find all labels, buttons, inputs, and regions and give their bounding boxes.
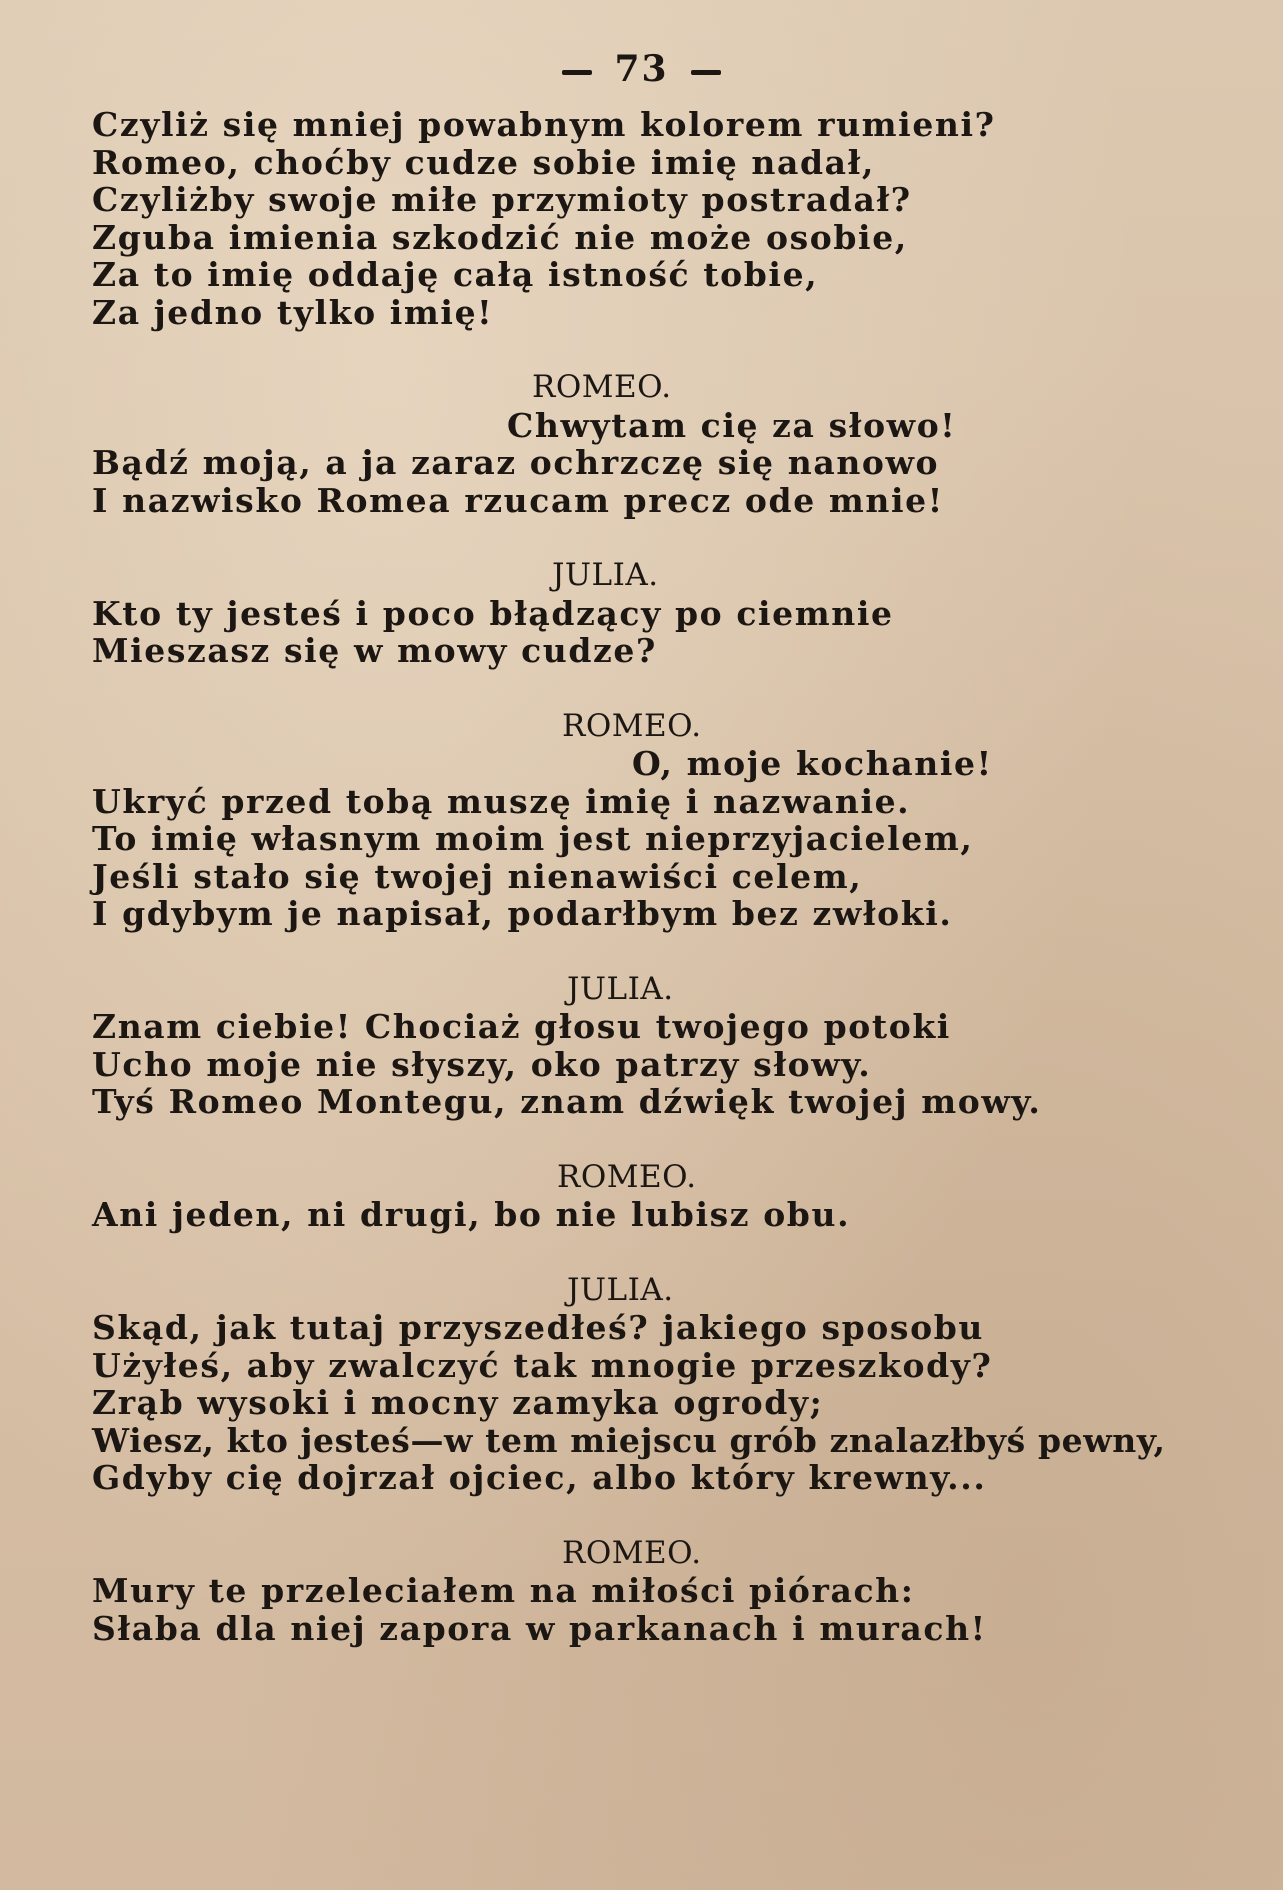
verse-line: Bądź moją, a ja zaraz ochrzczę się nanowo (92, 443, 940, 482)
verse-line: Gdyby cię dojrzał ojciec, albo który krewny... (92, 1458, 987, 1497)
page-number-header (0, 48, 1283, 90)
verse-line: Skąd, jak tutaj przyszedłeś? jakiego sposobu (92, 1308, 984, 1347)
verse-line: Tyś Romeo Montegu, znam dźwięk twojej mowy. (92, 1082, 1042, 1121)
block-gap (92, 1234, 1232, 1272)
verse-line: Słaba dla niej zapora w parkanach i murach! (92, 1608, 987, 1648)
speech-block (92, 1535, 1232, 1648)
speech-block (92, 557, 1232, 670)
indented-verse-line: O, moje kochanie! (632, 744, 993, 783)
speaker-name: ROMEO. (532, 369, 672, 405)
verse-line: Mury te przeleciałem na miłości piórach: (92, 1571, 915, 1610)
speech-block (92, 971, 1232, 1121)
indented-verse-line: Chwytam cię za słowo! (507, 405, 957, 445)
verse-line: Za to imię oddaję całą istność tobie, (92, 255, 819, 294)
verse-line: Ukryć przed tobą muszę imię i nazwanie. (92, 781, 911, 821)
speaker-name: JULIA. (552, 557, 659, 593)
speaker-name: JULIA. (567, 1271, 674, 1308)
verse-line: I nazwisko Romea rzucam precz ode mnie! (92, 480, 944, 520)
verse-line: Za jedno tylko imię! (92, 292, 494, 332)
speech-block (92, 1159, 1232, 1234)
block-gap (92, 1121, 1232, 1159)
verse-line: Czyliżby swoje miłe przymioty postradał? (92, 180, 912, 219)
verse-line: I gdybym je napisał, podarłbym bez zwłoki. (92, 894, 953, 933)
page-number: 73 (614, 48, 669, 90)
right-dash-ornament (691, 70, 721, 75)
verse-line: Czyliż się mniej powabnym kolorem rumieni? (92, 105, 996, 144)
verse-line: Zrąb wysoki i mocny zamyka ogrody; (92, 1383, 824, 1422)
speaker-name: ROMEO. (562, 1534, 702, 1571)
verse-line: Kto ty jesteś i poco błądzący po ciemnie (92, 593, 894, 633)
speaker-name: ROMEO. (557, 1158, 697, 1195)
block-gap (92, 331, 1232, 369)
verse-line: Użyłeś, aby zwalczyć tak mnogie przeszkody? (92, 1345, 993, 1385)
verse-line: Ucho moje nie słyszy, oko patrzy słowy. (92, 1044, 872, 1084)
speaker-name: JULIA. (567, 970, 674, 1007)
verse-line: Ani jeden, ni drugi, bo nie lubisz obu. (92, 1195, 851, 1234)
left-dash-ornament (562, 70, 592, 75)
block-gap (92, 1497, 1232, 1535)
speaker-name: ROMEO. (562, 707, 702, 744)
verse-line: Zguba imienia szkodzić nie może osobie, (92, 217, 908, 257)
block-gap (92, 670, 1232, 708)
verse-line: Wiesz, kto jesteś—w tem miejscu grób znalazłbyś pewny, (92, 1420, 1166, 1460)
drama-text (92, 106, 1232, 1647)
verse-line: Znam ciebie! Chociaż głosu twojego potoki (92, 1007, 951, 1046)
block-gap (92, 519, 1232, 557)
speech-block (92, 708, 1232, 933)
block-gap (92, 933, 1232, 971)
verse-line: To imię własnym moim jest nieprzyjacielem, (92, 819, 974, 858)
verse-line: Jeśli stało się twojej nienawiści celem, (92, 856, 863, 896)
speech-block (92, 106, 1232, 331)
verse-line: Mieszasz się w mowy cudze? (92, 631, 657, 670)
speech-block (92, 1272, 1232, 1497)
speech-block (92, 369, 1232, 519)
verse-line: Romeo, choćby cudze sobie imię nadał, (92, 142, 876, 182)
